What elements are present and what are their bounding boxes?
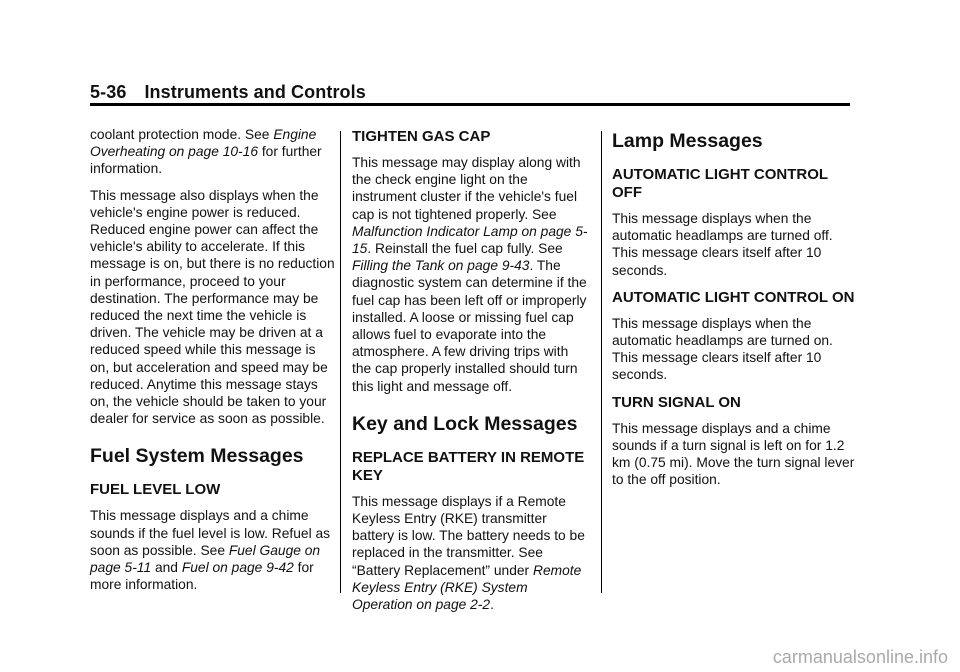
- paragraph: [90, 507, 335, 593]
- message-heading: REPLACE BATTERY IN REMOTE KEY: [352, 448, 585, 484]
- text: This message may display along with the check engine light on the instrument cluster if the vehicle's fuel cap is not tightened properly. See: [352, 155, 581, 222]
- cross-reference[interactable]: Malfunction Indicator Lamp on page 5-15: [352, 223, 588, 257]
- paragraph: [352, 493, 589, 613]
- text: This message displays if a Remote Keyless Entry (RKE) transmitter battery is low. The battery needs to be replaced in the transmitter. See “Battery Replacement” under: [352, 493, 585, 578]
- cross-reference[interactable]: Fuel Gauge on page 5-11: [90, 542, 321, 576]
- paragraph: This message displays and a chime sounds if a turn signal is left on for 1.2 km (0.75 mi). Move the turn signal lever to the off position.: [612, 420, 855, 488]
- text: This message displays and a chime sounds if the fuel level is low. Refuel as soon as possible. See: [90, 508, 331, 558]
- paragraph: This message also displays when the vehicle's engine power is reduced. Reduced engine power can affect the vehicle's ability to accelerate. If this message is on, but there is no reduction in performance, proceed to your destination. The performance may be reduced the next time the vehicle is driven. The vehicle may be driven at a reduced speed while this message is on, but acceleration and speed may be reduced. Anytime this message stays on, the vehicle should be taken to your dealer for service as soon as possible.: [90, 187, 335, 427]
- message-heading: FUEL LEVEL LOW: [90, 481, 221, 499]
- message-heading: TURN SIGNAL ON: [612, 393, 741, 411]
- cross-reference[interactable]: Fuel on page 9-42: [181, 560, 294, 576]
- page-header: [90, 82, 366, 103]
- cross-reference[interactable]: Remote Keyless Entry (RKE) System Operation on page 2-2: [352, 562, 582, 613]
- section-heading: Key and Lock Messages: [352, 412, 578, 435]
- text: for further information.: [90, 144, 322, 177]
- text: coolant protection mode. See: [90, 127, 274, 142]
- cross-reference[interactable]: Filling the Tank on page 9-43: [352, 258, 530, 274]
- header-rule: [90, 103, 850, 106]
- text: for more information.: [90, 560, 314, 593]
- text: and: [151, 560, 182, 576]
- text: . Reinstall the fuel cap fully. See: [367, 241, 563, 257]
- section-heading: Lamp Messages: [612, 130, 763, 152]
- column-divider-1: [340, 131, 341, 593]
- column-3: [612, 130, 857, 497]
- paragraph: [90, 126, 335, 178]
- text: . The diagnostic system can determine if the fuel cap has been left off or improperly installed. A loose or missing fuel cap allows fuel to evaporate into the atmosphere. A few driving trips with the cap properly installed should turn this light and message off.: [352, 258, 587, 394]
- paragraph: This message displays when the automatic headlamps are turned off. This message clears itself after 10 seconds.: [612, 211, 833, 278]
- cross-reference[interactable]: Engine Overheating on page 10-16: [90, 127, 317, 160]
- text: .: [490, 597, 494, 613]
- section-heading: Fuel System Messages: [90, 445, 304, 468]
- watermark: carmanualsonline.info: [772, 647, 948, 667]
- column-2: [352, 128, 589, 622]
- message-heading: AUTOMATIC LIGHT CONTROL OFF: [612, 166, 828, 201]
- paragraph: [352, 154, 589, 395]
- paragraph: This message displays when the automatic headlamps are turned on. This message clears itself after 10 seconds.: [612, 315, 833, 383]
- page-number: 5-36: [90, 82, 127, 102]
- column-divider-2: [601, 131, 602, 593]
- section-title: Instruments and Controls: [144, 82, 366, 102]
- column-1: [90, 126, 335, 602]
- message-heading: AUTOMATIC LIGHT CONTROL ON: [612, 288, 855, 306]
- message-heading: TIGHTEN GAS CAP: [352, 128, 491, 145]
